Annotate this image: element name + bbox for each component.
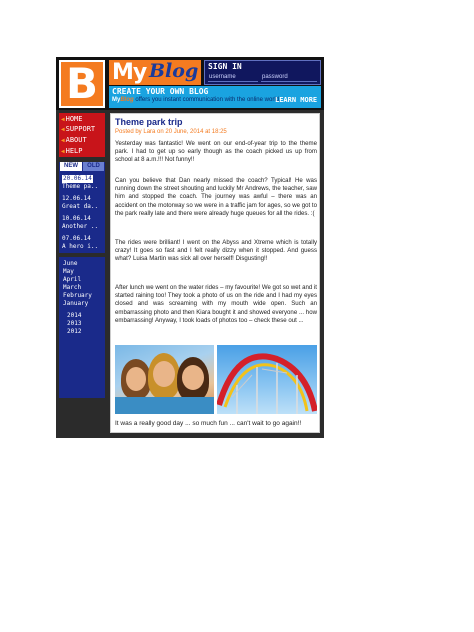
main-nav [59, 113, 105, 157]
create-my: My [112, 97, 121, 103]
tab-new[interactable]: NEW [60, 162, 82, 171]
nav-home[interactable] [61, 114, 82, 124]
create-blog-banner [109, 86, 321, 108]
create-blog-title: CREATE YOUR OWN BLOG [112, 87, 209, 96]
recent-post-link[interactable] [62, 175, 104, 191]
create-blog: Blog [120, 97, 134, 103]
create-desc: offers you instant communication with the online world. [133, 97, 281, 103]
post-title: Another .. [62, 223, 99, 230]
archive-year[interactable]: 2012 [67, 328, 82, 335]
photo-detail [153, 361, 175, 387]
arrow-icon: ◀ [61, 126, 65, 133]
photo-rollercoaster[interactable] [217, 345, 317, 414]
nav-about-label: ABOUT [65, 136, 87, 144]
blog-page [56, 57, 324, 438]
username-input[interactable]: username [208, 73, 258, 82]
archive-month[interactable]: January [63, 300, 89, 307]
post-date: 20.06.14 [63, 175, 92, 182]
brand-my: My [112, 60, 147, 85]
header [56, 57, 324, 110]
rollercoaster-graphic [217, 345, 317, 414]
article-paragraph: Can you believe that Dan nearly missed the coach? Typical! He was running down the street shouting and luckily Mr Andrews, the teacher, saw him and stopped the coach. The journey was awful – there was an accident on the motorway so we were in a traffic jam for ages, so we got to the park really late and there were already huge queues for all the rides. :( [115, 177, 317, 217]
photo-detail [182, 365, 204, 390]
article-title: Theme park trip [115, 117, 183, 127]
post-date: 07.06.14 [62, 235, 91, 242]
post-title: Great da.. [62, 203, 99, 210]
archive-month[interactable]: March [63, 284, 82, 291]
logo[interactable]: B [59, 60, 105, 108]
create-blog-text [112, 97, 281, 103]
archive-month[interactable]: June [63, 260, 78, 267]
post-title: Theme pa.. [62, 183, 99, 190]
article-meta: Posted by Lara on 20 June, 2014 at 18:25 [115, 129, 227, 135]
archive-year[interactable]: 2014 [67, 312, 82, 319]
nav-help-label: HELP [65, 147, 83, 155]
arrow-icon: ◀ [61, 137, 65, 144]
recent-tabs [59, 162, 105, 171]
photo-girls[interactable] [115, 345, 214, 414]
photo-detail [126, 367, 146, 391]
arrow-icon: ◀ [61, 116, 65, 123]
password-input[interactable]: password [261, 73, 317, 82]
arrow-icon: ◀ [61, 148, 65, 155]
photo-detail [115, 397, 214, 414]
article-paragraph: After lunch we went on the water rides – my favourite! We got so wet and it started raining too! They took a photo of us on the ride and I had my eyes closed and was screaming with my mouth wide open. Such an embarrassing photo and then Kiara bought it and showed everyone ... how embarrassing! Anyway, I took loads of photos too – check these out ... [115, 284, 317, 324]
recent-posts [59, 162, 105, 253]
nav-help[interactable] [61, 146, 82, 156]
post-title: A hero i.. [62, 243, 99, 250]
brand-blog: Blog [149, 60, 199, 82]
brand-banner[interactable] [109, 60, 201, 85]
archive-panel [59, 257, 105, 398]
sign-in-title: SIGN IN [208, 62, 242, 71]
article-closing: It was a really good day ... so much fun ... can't wait to go again!! [115, 420, 302, 427]
nav-support[interactable] [61, 124, 95, 134]
recent-post-link[interactable] [62, 195, 104, 211]
nav-support-label: SUPPORT [65, 125, 96, 133]
archive-month[interactable]: April [63, 276, 82, 283]
tab-old[interactable]: OLD [83, 162, 104, 171]
nav-home-label: HOME [65, 115, 83, 123]
archive-month[interactable]: February [63, 292, 92, 299]
article-paragraph: The rides were brilliant! I went on the Abyss and Xtreme which is totally crazy! It goes so fast and I felt really dizzy when it stopped. And guess what? Luisa Martin was sick all over herself! Disgusting!! [115, 239, 317, 263]
learn-more-link[interactable]: LEARN MORE [275, 96, 318, 104]
sign-in-panel [204, 60, 321, 85]
archive-year[interactable]: 2013 [67, 320, 82, 327]
article [110, 113, 320, 433]
article-paragraph: Yesterday was fantastic! We went on our end-of-year trip to the theme park. I had to get up so early though as the coach picked us up from school at 8 a.m.!!! Not funny!! [115, 140, 317, 164]
recent-post-link[interactable] [62, 235, 104, 251]
post-date: 10.06.14 [62, 215, 91, 222]
archive-month[interactable]: May [63, 268, 74, 275]
nav-about[interactable] [61, 135, 87, 145]
post-date: 12.06.14 [62, 195, 91, 202]
recent-post-link[interactable] [62, 215, 104, 231]
